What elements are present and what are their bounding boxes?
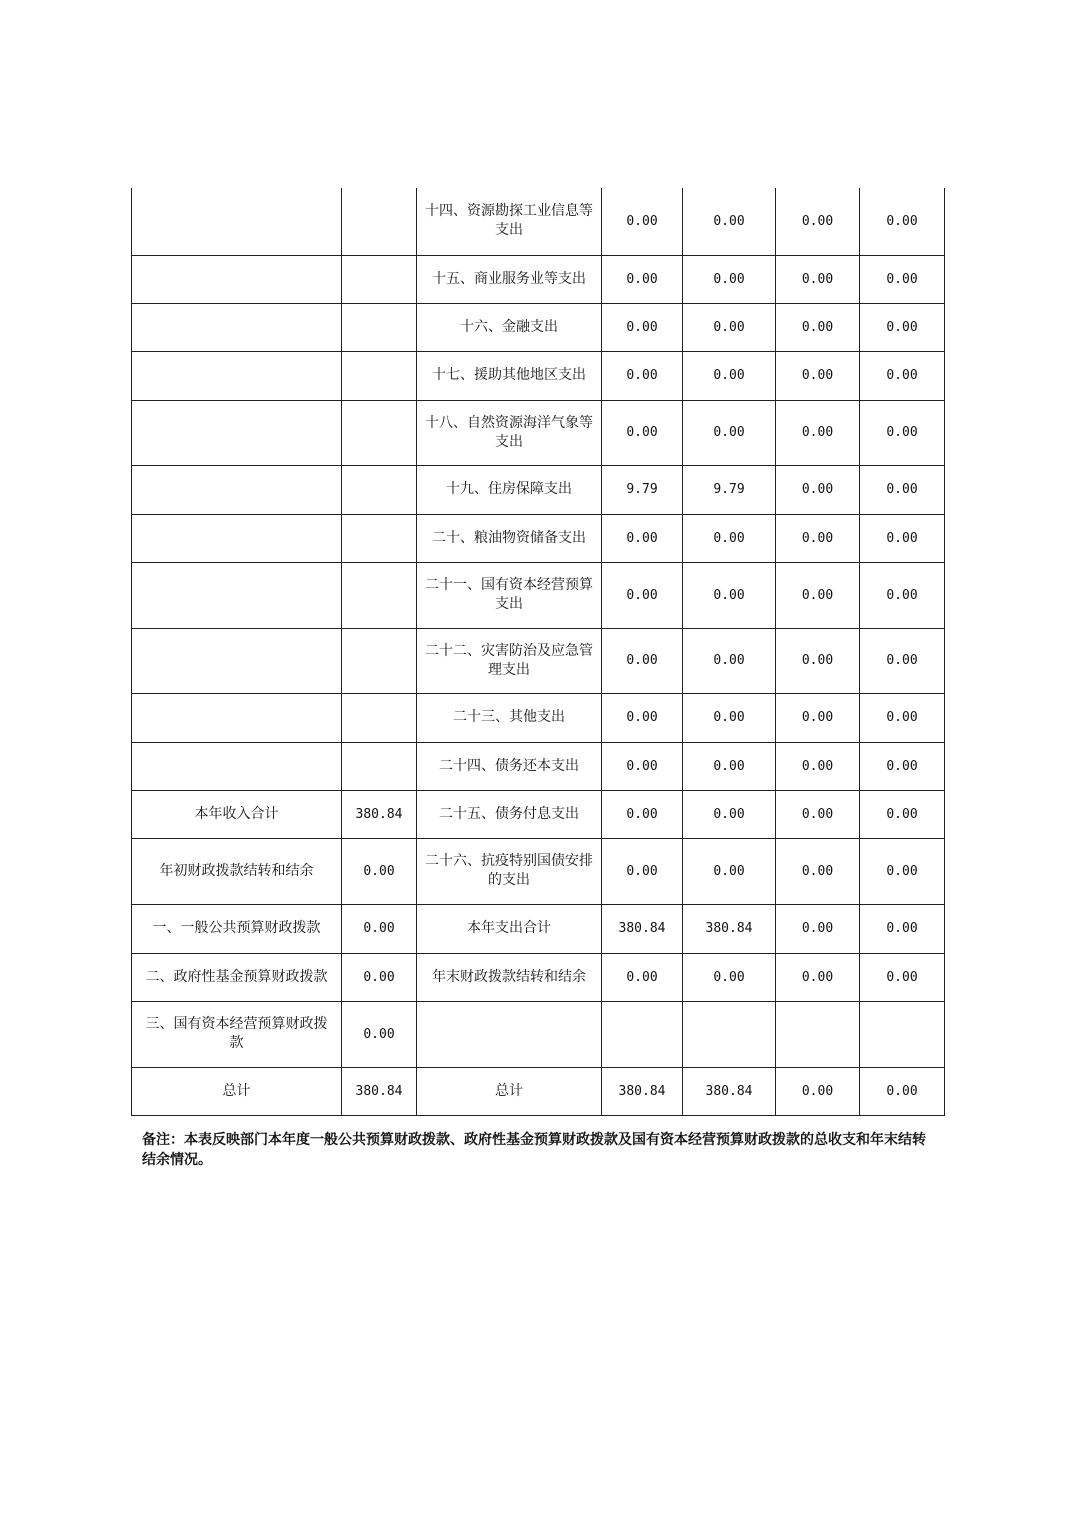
expense-total-cell: 0.00: [602, 562, 683, 628]
state-capital-cell: 0.00: [860, 904, 945, 953]
state-capital-cell: 0.00: [860, 628, 945, 693]
expense-total-cell: 0.00: [602, 693, 683, 742]
expense-total-cell: 0.00: [602, 303, 683, 351]
table-row: [132, 303, 945, 351]
table-row: [132, 562, 945, 628]
income-item-cell: 本年收入合计: [132, 790, 342, 838]
general-budget-cell: 0.00: [683, 628, 776, 693]
expense-total-cell: 0.00: [602, 628, 683, 693]
income-amount-cell: [342, 351, 417, 400]
expense-total-cell: 9.79: [602, 465, 683, 514]
income-item-cell: [132, 628, 342, 693]
gov-fund-cell: 0.00: [776, 188, 860, 255]
table-row: [132, 1001, 945, 1067]
expense-total-cell: 380.84: [602, 1067, 683, 1115]
expense-item-cell: 总计: [417, 1067, 602, 1115]
table-body: [132, 188, 945, 1115]
gov-fund-cell: 0.00: [776, 904, 860, 953]
general-budget-cell: 0.00: [683, 514, 776, 562]
expense-item-cell: 二十四、债务还本支出: [417, 742, 602, 790]
expense-item-cell: 年末财政拨款结转和结余: [417, 953, 602, 1001]
expense-item-cell: 十五、商业服务业等支出: [417, 255, 602, 303]
state-capital-cell: 0.00: [860, 351, 945, 400]
gov-fund-cell: 0.00: [776, 1067, 860, 1115]
state-capital-cell: 0.00: [860, 465, 945, 514]
general-budget-cell: 0.00: [683, 742, 776, 790]
income-item-cell: [132, 351, 342, 400]
expense-total-cell: 0.00: [602, 953, 683, 1001]
state-capital-cell: 0.00: [860, 400, 945, 465]
expense-total-cell: 0.00: [602, 838, 683, 904]
general-budget-cell: [683, 1001, 776, 1067]
gov-fund-cell: 0.00: [776, 400, 860, 465]
gov-fund-cell: 0.00: [776, 953, 860, 1001]
income-amount-cell: [342, 400, 417, 465]
general-budget-cell: 0.00: [683, 255, 776, 303]
expense-item-cell: 二十五、债务付息支出: [417, 790, 602, 838]
expense-item-cell: 十四、资源勘探工业信息等支出: [417, 188, 602, 255]
gov-fund-cell: 0.00: [776, 351, 860, 400]
table-row: [132, 628, 945, 693]
income-item-cell: [132, 255, 342, 303]
table-row: [132, 514, 945, 562]
state-capital-cell: 0.00: [860, 838, 945, 904]
income-amount-cell: [342, 693, 417, 742]
state-capital-cell: 0.00: [860, 188, 945, 255]
income-item-cell: 总计: [132, 1067, 342, 1115]
general-budget-cell: 9.79: [683, 465, 776, 514]
income-item-cell: [132, 400, 342, 465]
gov-fund-cell: 0.00: [776, 790, 860, 838]
state-capital-cell: 0.00: [860, 790, 945, 838]
general-budget-cell: 0.00: [683, 351, 776, 400]
general-budget-cell: 0.00: [683, 188, 776, 255]
state-capital-cell: 0.00: [860, 1067, 945, 1115]
expense-total-cell: 0.00: [602, 351, 683, 400]
table-row: [132, 790, 945, 838]
table-row: [132, 693, 945, 742]
expense-item-cell: 十七、援助其他地区支出: [417, 351, 602, 400]
state-capital-cell: 0.00: [860, 693, 945, 742]
state-capital-cell: 0.00: [860, 255, 945, 303]
income-item-cell: [132, 562, 342, 628]
income-amount-cell: [342, 303, 417, 351]
gov-fund-cell: 0.00: [776, 514, 860, 562]
state-capital-cell: [860, 1001, 945, 1067]
income-item-cell: [132, 465, 342, 514]
state-capital-cell: 0.00: [860, 742, 945, 790]
expense-item-cell: 十六、金融支出: [417, 303, 602, 351]
expense-item-cell: 二十一、国有资本经营预算支出: [417, 562, 602, 628]
gov-fund-cell: 0.00: [776, 628, 860, 693]
gov-fund-cell: 0.00: [776, 742, 860, 790]
table-row: [132, 953, 945, 1001]
expense-total-cell: 0.00: [602, 188, 683, 255]
income-amount-cell: [342, 255, 417, 303]
gov-fund-cell: 0.00: [776, 562, 860, 628]
general-budget-cell: 0.00: [683, 838, 776, 904]
expense-total-cell: 0.00: [602, 790, 683, 838]
gov-fund-cell: 0.00: [776, 255, 860, 303]
table-row: [132, 351, 945, 400]
income-item-cell: [132, 514, 342, 562]
state-capital-cell: 0.00: [860, 562, 945, 628]
state-capital-cell: 0.00: [860, 514, 945, 562]
income-amount-cell: [342, 514, 417, 562]
general-budget-cell: 380.84: [683, 1067, 776, 1115]
general-budget-cell: 0.00: [683, 562, 776, 628]
table-row: [132, 465, 945, 514]
income-item-cell: [132, 303, 342, 351]
expense-total-cell: 0.00: [602, 255, 683, 303]
income-item-cell: [132, 742, 342, 790]
table-row: [132, 255, 945, 303]
table-row: [132, 904, 945, 953]
expense-total-cell: 0.00: [602, 514, 683, 562]
expense-item-cell: 二十、粮油物资储备支出: [417, 514, 602, 562]
gov-fund-cell: 0.00: [776, 838, 860, 904]
general-budget-cell: 0.00: [683, 400, 776, 465]
income-item-cell: [132, 693, 342, 742]
table-row: [132, 742, 945, 790]
income-item-cell: [132, 188, 342, 255]
income-item-cell: 三、国有资本经营预算财政拨款: [132, 1001, 342, 1067]
general-budget-cell: 0.00: [683, 953, 776, 1001]
general-budget-cell: 0.00: [683, 303, 776, 351]
gov-fund-cell: 0.00: [776, 693, 860, 742]
income-item-cell: 一、一般公共预算财政拨款: [132, 904, 342, 953]
income-item-cell: 年初财政拨款结转和结余: [132, 838, 342, 904]
income-amount-cell: 0.00: [342, 953, 417, 1001]
gov-fund-cell: 0.00: [776, 303, 860, 351]
state-capital-cell: 0.00: [860, 303, 945, 351]
expense-item-cell: 本年支出合计: [417, 904, 602, 953]
general-budget-cell: 0.00: [683, 693, 776, 742]
income-amount-cell: [342, 465, 417, 514]
income-amount-cell: 0.00: [342, 904, 417, 953]
table-row: [132, 400, 945, 465]
income-amount-cell: 0.00: [342, 838, 417, 904]
expense-item-cell: [417, 1001, 602, 1067]
footnote: 备注：本表反映部门本年度一般公共预算财政拨款、政府性基金预算财政拨款及国有资本经营预算财政拨款的总收支和年末结转结余情况。: [142, 1132, 926, 1168]
expense-item-cell: 二十二、灾害防治及应急管理支出: [417, 628, 602, 693]
expense-total-cell: 380.84: [602, 904, 683, 953]
expense-item-cell: 二十三、其他支出: [417, 693, 602, 742]
income-amount-cell: [342, 742, 417, 790]
income-amount-cell: 380.84: [342, 790, 417, 838]
income-item-cell: 二、政府性基金预算财政拨款: [132, 953, 342, 1001]
budget-table: [131, 188, 945, 1116]
gov-fund-cell: 0.00: [776, 465, 860, 514]
income-amount-cell: [342, 628, 417, 693]
table-row: [132, 838, 945, 904]
expense-item-cell: 二十六、抗疫特别国债安排的支出: [417, 838, 602, 904]
gov-fund-cell: [776, 1001, 860, 1067]
income-amount-cell: [342, 562, 417, 628]
expense-item-cell: 十九、住房保障支出: [417, 465, 602, 514]
state-capital-cell: 0.00: [860, 953, 945, 1001]
income-amount-cell: [342, 188, 417, 255]
table-row: [132, 188, 945, 255]
expense-item-cell: 十八、自然资源海洋气象等支出: [417, 400, 602, 465]
expense-total-cell: 0.00: [602, 742, 683, 790]
general-budget-cell: 380.84: [683, 904, 776, 953]
expense-total-cell: [602, 1001, 683, 1067]
expense-total-cell: 0.00: [602, 400, 683, 465]
table-row: [132, 1067, 945, 1115]
income-amount-cell: 380.84: [342, 1067, 417, 1115]
general-budget-cell: 0.00: [683, 790, 776, 838]
income-amount-cell: 0.00: [342, 1001, 417, 1067]
